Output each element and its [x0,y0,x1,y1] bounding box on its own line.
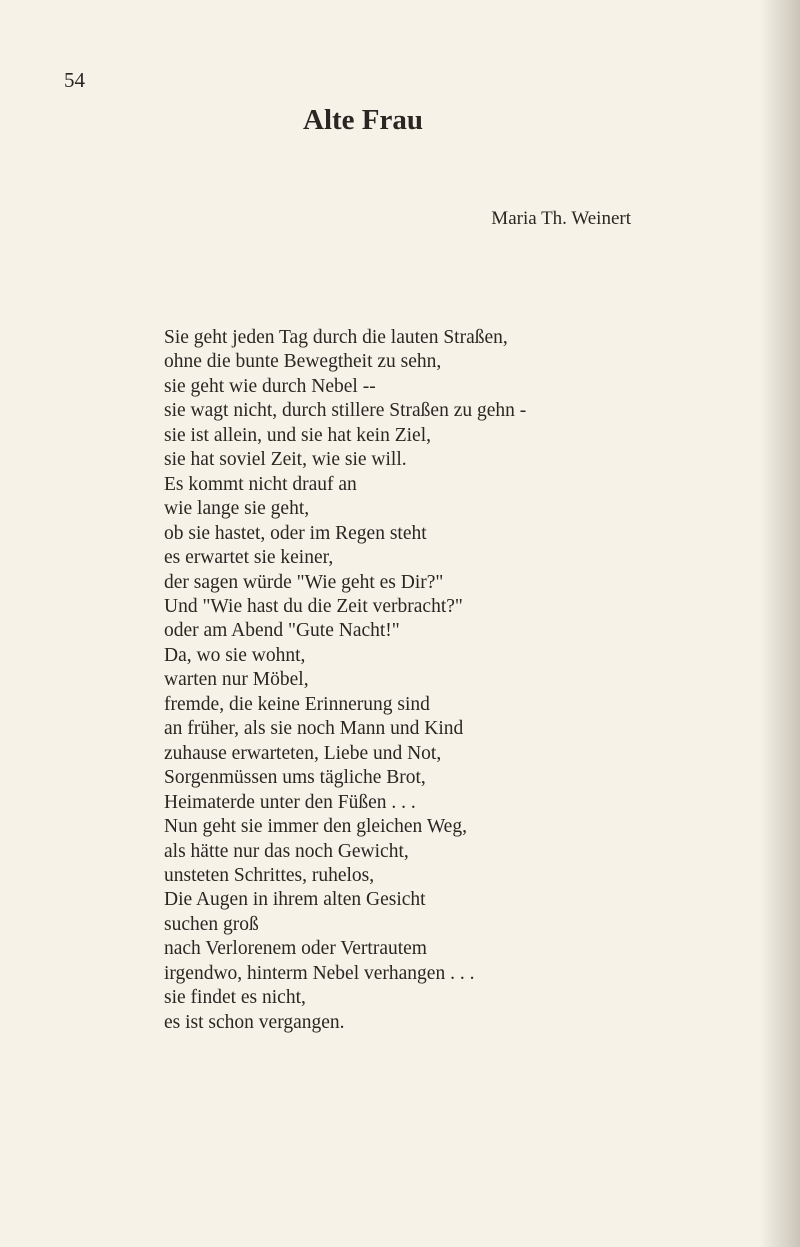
page-number: 54 [64,68,85,92]
poem-line: Nun geht sie immer den gleichen Weg, [164,816,467,838]
poem-line: es erwartet sie keiner, [164,547,334,569]
poem-line: Sie geht jeden Tag durch die lauten Straßen, [164,327,508,348]
poem-line: sie wagt nicht, durch stillere Straßen zu gehn - [164,400,527,422]
poem-line: ob sie hastet, oder im Regen steht [164,522,427,544]
poem-line: zuhause erwarteten, Liebe und Not, [164,742,442,764]
poem-line: warten nur Möbel, [164,669,309,691]
poem-line: es ist schon vergangen. [164,1011,345,1033]
poem-line: nach Verlorenem oder Vertrautem [164,938,427,960]
poem-line: der sagen würde "Wie geht es Dir?" [164,571,444,593]
poem-line: als hätte nur das noch Gewicht, [164,840,409,862]
poem-line: sie ist allein, und sie hat kein Ziel, [164,424,431,446]
poem-author: Maria Th. Weinert [491,208,631,229]
poem-line: Und "Wie hast du die Zeit verbracht?" [164,595,463,617]
poem-body [164,326,526,1035]
poem-line: fremde, die keine Erinnerung sind [164,693,430,715]
poem-line: sie findet es nicht, [164,987,306,1009]
poem-line: Die Augen in ihrem alten Gesicht [164,889,426,911]
poem-line: wie lange sie geht, [164,498,310,520]
poem-line: sie geht wie durch Nebel -- [164,375,376,397]
page-edge-shadow [760,0,800,1247]
poem-line: irgendwo, hinterm Nebel verhangen . . . [164,962,475,984]
poem-title: Alte Frau [303,104,423,136]
poem-line: Es kommt nicht drauf an [164,473,357,495]
poem-line: oder am Abend "Gute Nacht!" [164,620,400,642]
poem-line: Sorgenmüssen ums tägliche Brot, [164,767,426,789]
poem-line: Da, wo sie wohnt, [164,644,306,666]
poem-line: ohne die bunte Bewegtheit zu sehn, [164,351,442,373]
poem-line: sie hat soviel Zeit, wie sie will. [164,449,407,471]
poem-line: suchen groß [164,913,259,935]
poem-line: Heimaterde unter den Füßen . . . [164,791,416,813]
poem-line: unsteten Schrittes, ruhelos, [164,864,375,886]
poem-line: an früher, als sie noch Mann und Kind [164,718,464,740]
